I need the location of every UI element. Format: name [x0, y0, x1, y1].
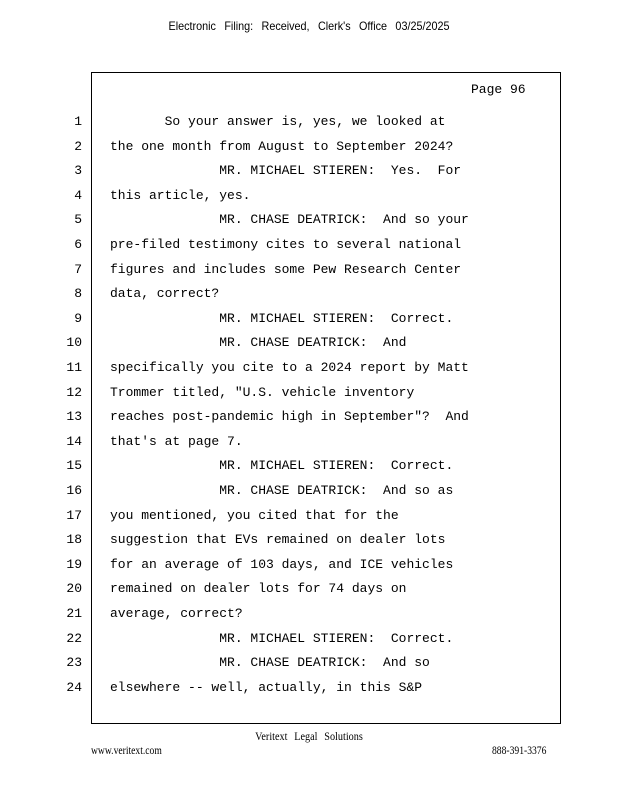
- footer-company-name: Veritext Legal Solutions: [255, 729, 363, 743]
- filing-header: Electronic Filing: Received, Clerk's Office 03/25/2025: [168, 19, 450, 33]
- line-number: 19: [66, 556, 82, 572]
- line-number: 12: [66, 384, 82, 400]
- line-number: 6: [74, 237, 82, 252]
- line-number: 16: [66, 483, 82, 498]
- line-number: 13: [66, 409, 82, 425]
- line-number: 8: [74, 286, 82, 302]
- transcript-line: that's at page 7.: [110, 433, 243, 449]
- transcript-line: average, correct?: [110, 606, 243, 621]
- transcript-line: MR. MICHAEL STIEREN: Correct.: [110, 310, 454, 326]
- line-number: 22: [66, 630, 82, 646]
- line-number: 9: [74, 310, 82, 326]
- transcript-line: specifically you cite to a 2024 report by Matt: [110, 360, 469, 375]
- transcript-line: MR. CHASE DEATRICK: And so as: [110, 483, 454, 498]
- transcript-line: Trommer titled, "U.S. vehicle inventory: [110, 384, 415, 400]
- transcript-line: data, correct?: [110, 286, 220, 302]
- line-number: 10: [66, 335, 82, 351]
- transcript-line: this article, yes.: [110, 187, 251, 203]
- line-number: 21: [66, 606, 82, 621]
- footer-phone: 888-391-3376: [492, 743, 547, 757]
- transcript-line: MR. CHASE DEATRICK: And so: [110, 655, 430, 671]
- footer-website: www.veritext.com: [91, 743, 162, 757]
- line-number: 14: [66, 433, 82, 449]
- transcript-line: you mentioned, you cited that for the: [110, 507, 399, 523]
- line-number: 5: [74, 212, 82, 228]
- transcript-line: the one month from August to September 2024?: [110, 138, 454, 154]
- page-number-label: Page 96: [471, 82, 526, 97]
- transcript-line: pre-filed testimony cites to several national: [110, 237, 462, 252]
- line-number: 17: [66, 507, 82, 523]
- transcript-line: MR. MICHAEL STIEREN: Yes. For: [110, 163, 462, 179]
- transcript-line: MR. MICHAEL STIEREN: Correct.: [110, 458, 454, 474]
- transcript-line: figures and includes some Pew Research Center: [110, 261, 462, 277]
- line-number: 23: [66, 655, 82, 671]
- line-number: 18: [66, 532, 82, 548]
- line-number: 15: [66, 458, 82, 474]
- line-number: 3: [74, 163, 82, 179]
- transcript-line: So your answer is, yes, we looked at: [110, 114, 446, 129]
- transcript-line: for an average of 103 days, and ICE vehicles: [110, 556, 454, 572]
- transcript-line: MR. CHASE DEATRICK: And so your: [110, 212, 469, 228]
- transcript-line: reaches post-pandemic high in September"? And: [110, 409, 469, 425]
- line-number: 11: [66, 360, 82, 375]
- transcript-line: suggestion that EVs remained on dealer lots: [110, 532, 446, 548]
- transcript-line: remained on dealer lots for 74 days on: [110, 581, 407, 597]
- transcript-line: MR. CHASE DEATRICK: And: [110, 335, 407, 351]
- line-number: 20: [66, 581, 82, 597]
- line-number: 1: [74, 114, 82, 129]
- transcript-line: elsewhere -- well, actually, in this S&P: [110, 679, 423, 695]
- line-number: 4: [74, 187, 82, 203]
- line-number: 24: [66, 679, 82, 695]
- line-number: 2: [74, 138, 82, 154]
- line-number: 7: [74, 261, 82, 277]
- transcript-line: MR. MICHAEL STIEREN: Correct.: [110, 630, 454, 646]
